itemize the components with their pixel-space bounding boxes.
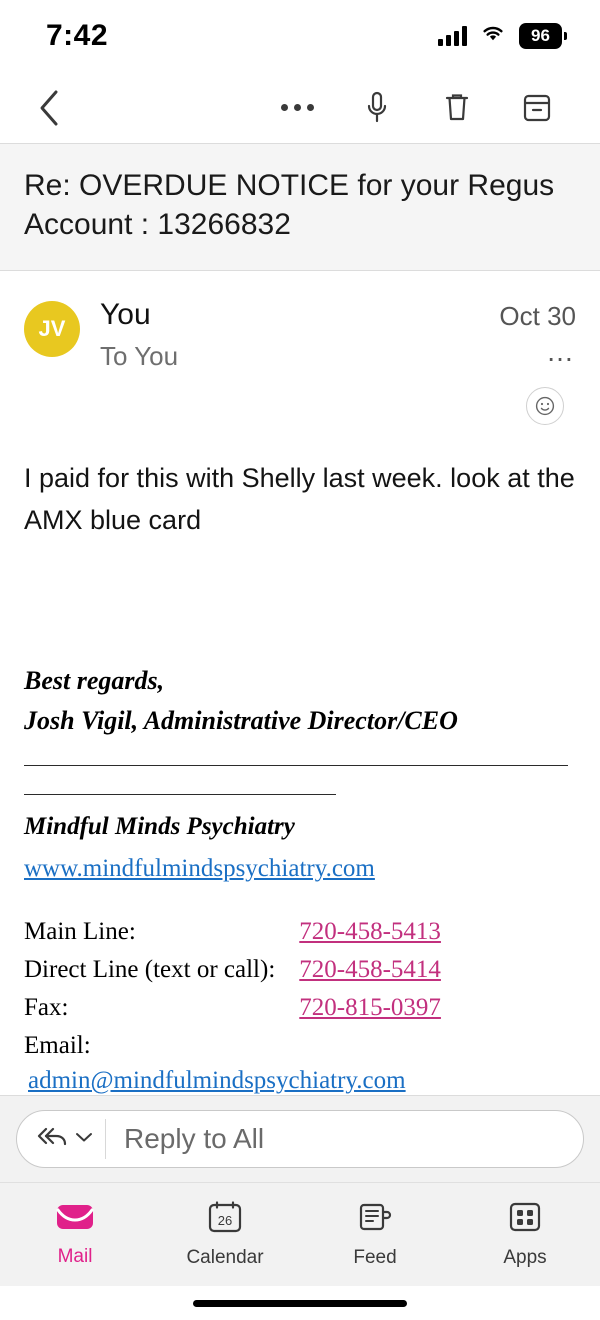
subject-header (0, 144, 600, 271)
archive-button[interactable] (516, 87, 558, 129)
contact-row (24, 1027, 441, 1065)
sender-row (24, 297, 576, 373)
delete-button[interactable] (436, 87, 478, 129)
contact-label: Fax: (24, 994, 69, 1021)
cellular-signal-icon (438, 26, 467, 46)
home-indicator[interactable] (193, 1300, 407, 1307)
mail-icon (53, 1201, 97, 1238)
reply-placeholder[interactable]: Reply to All (124, 1123, 265, 1154)
tab-label-feed: Feed (353, 1247, 397, 1268)
message-date: Oct 30 (499, 301, 576, 331)
home-indicator-area (0, 1286, 600, 1320)
phone-link[interactable]: 720-458-5413 (299, 918, 441, 945)
message-body[interactable] (0, 271, 600, 1095)
archive-icon (522, 92, 552, 124)
status-time: 7:42 (46, 19, 109, 52)
email-link[interactable]: admin@mindfulmindspsychiatry.com (28, 1067, 406, 1094)
status-indicators (438, 23, 562, 49)
contact-row (24, 951, 441, 989)
apps-grid-icon (506, 1200, 544, 1239)
tab-mail[interactable] (0, 1201, 150, 1268)
signature-website-link[interactable]: www.mindfulmindspsychiatry.com (24, 855, 375, 882)
sender-name: You (100, 298, 151, 331)
phone-link[interactable]: 720-458-5414 (299, 956, 441, 983)
fax-link[interactable]: 720-815-0397 (299, 994, 441, 1021)
more-options-button[interactable] (276, 87, 318, 129)
calendar-icon (206, 1200, 244, 1239)
microphone-icon (365, 90, 389, 126)
contact-label: Main Line: (24, 918, 136, 945)
contact-row (24, 989, 441, 1027)
battery-indicator: 96 (519, 23, 562, 49)
add-reaction-icon[interactable] (526, 387, 564, 425)
tab-feed[interactable] (300, 1200, 450, 1269)
signature-block (24, 661, 576, 1095)
tab-apps[interactable] (450, 1200, 600, 1269)
status-bar (0, 0, 600, 72)
signature-name: Josh Vigil, Administrative Director/CEO (24, 706, 458, 735)
contact-row (24, 913, 441, 951)
trash-icon (443, 91, 471, 125)
message-toolbar (0, 72, 600, 144)
reply-mode-selector[interactable] (35, 1119, 106, 1159)
email-label: Email: (24, 1032, 91, 1059)
wifi-icon (480, 23, 506, 48)
reply-input[interactable] (16, 1110, 584, 1168)
reply-bar (0, 1095, 600, 1182)
signature-closing: Best regards, (24, 666, 165, 695)
signature-company: Mindful Minds Psychiatry (24, 813, 295, 840)
reaction-row (24, 387, 576, 425)
feed-icon (356, 1200, 394, 1239)
tab-label-mail: Mail (57, 1246, 93, 1267)
signature-divider-long (24, 765, 568, 766)
tab-calendar[interactable] (150, 1200, 300, 1269)
chevron-down-icon (75, 1130, 93, 1148)
signature-contacts (24, 913, 441, 1065)
message-more-button[interactable]: … (546, 336, 576, 367)
more-horizontal-icon (281, 104, 314, 111)
signature-divider-short (24, 794, 336, 795)
back-button[interactable] (28, 87, 70, 129)
contact-label: Direct Line (text or call): (24, 956, 276, 983)
svg-text:26: 26 (217, 1213, 233, 1228)
tab-label-calendar: Calendar (186, 1247, 264, 1268)
bottom-tab-bar (0, 1182, 600, 1286)
avatar: JV (24, 301, 80, 357)
voice-button[interactable] (356, 87, 398, 129)
recipients-label[interactable]: To You (100, 341, 179, 371)
subject-text: Re: OVERDUE NOTICE for your Regus Account : 13266832 (24, 169, 555, 241)
message-text: I paid for this with Shelly last week. look at the AMX blue card (24, 463, 575, 535)
reply-all-icon (35, 1124, 69, 1155)
tab-label-apps: Apps (503, 1247, 547, 1268)
chevron-left-icon (36, 88, 62, 128)
